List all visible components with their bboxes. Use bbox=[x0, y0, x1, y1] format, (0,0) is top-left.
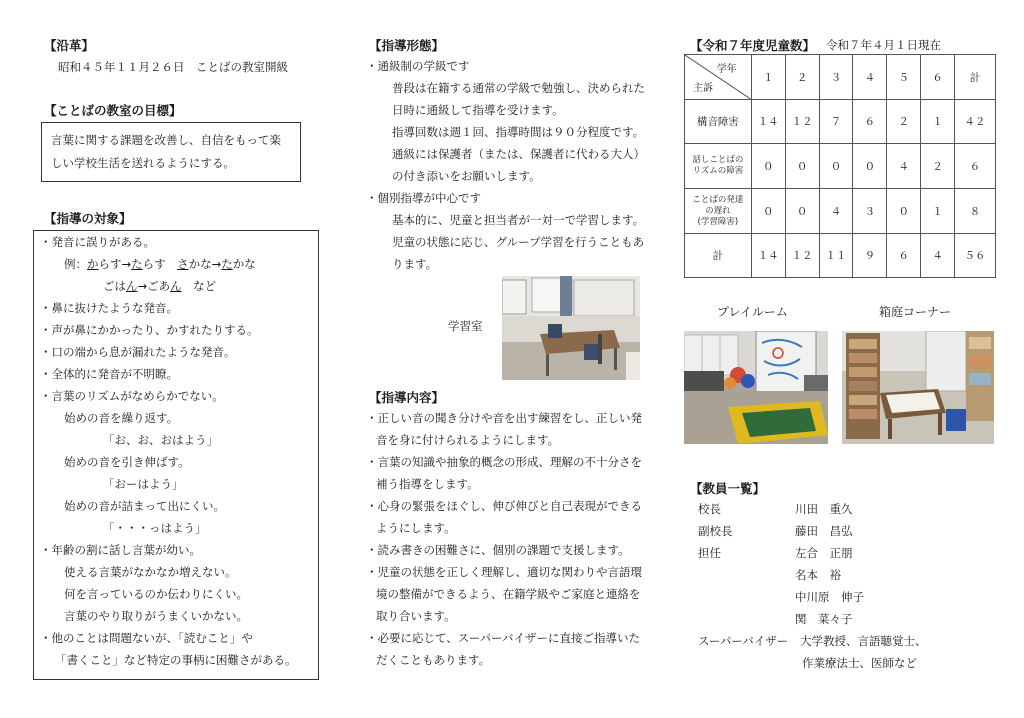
target-item-4: ・口の端から息が漏れたような発音。 bbox=[40, 345, 236, 359]
table-row bbox=[685, 144, 996, 189]
target-item-1: ・発音に誤りがある。 bbox=[40, 235, 155, 249]
content-line-11: ・必要に応じて、スーパーバイザーに直接ご指導いた bbox=[366, 631, 641, 645]
table-cell: ５６ bbox=[955, 234, 996, 278]
playroom-photo bbox=[684, 331, 828, 444]
history-title: 【沿革】 bbox=[44, 38, 95, 53]
table-cell: ０ bbox=[887, 189, 921, 234]
content-line-4: 補う指導をします。 bbox=[376, 477, 479, 491]
target-item-6-a: 始めの音を繰り返す。 bbox=[64, 411, 179, 425]
table-row-total bbox=[685, 234, 996, 278]
staff-title: 【教員一覧】 bbox=[690, 481, 766, 496]
count-date: 令和７年４月１日現在 bbox=[826, 38, 941, 52]
form-line-6: の付き添いをお願いします。 bbox=[392, 169, 541, 183]
header-grade-3: ３ bbox=[819, 55, 853, 100]
history-text: 昭和４５年１１月２６日 ことばの教室開級 bbox=[58, 60, 288, 74]
table-corner-cell bbox=[685, 55, 752, 100]
target-item-6-c: 始めの音が詰まって出にくい。 bbox=[64, 499, 225, 513]
content-line-9: 境の整備ができるよう、在籍学級やご家庭と連絡を bbox=[376, 587, 641, 601]
row-label: 話しことばの リズムの障害 bbox=[685, 144, 752, 189]
table-cell: ８ bbox=[955, 189, 996, 234]
content-line-5: ・心身の緊張をほぐし、伸び伸びと自己表現ができる bbox=[366, 499, 642, 513]
table-cell: ０ bbox=[819, 144, 853, 189]
corner-bottom-label: 主訴 bbox=[693, 83, 713, 94]
staff-role: 校長 bbox=[698, 502, 721, 516]
target-item-8-b: 「書くこと」など特定の事柄に困難さがある。 bbox=[55, 653, 297, 667]
table-cell: １４ bbox=[751, 234, 785, 278]
table-cell: ３ bbox=[853, 189, 887, 234]
form-line-2: 普段は在籍する通常の学級で勉強し、決められた bbox=[392, 81, 645, 95]
target-item-8: ・他のことは問題ないが、「読むこと」や bbox=[40, 631, 253, 645]
content-line-2: 音を身に付けられるようにします。 bbox=[376, 433, 560, 447]
table-cell: ６ bbox=[955, 144, 996, 189]
row-label: ことばの発達 の遅れ (学習障害) bbox=[685, 189, 752, 234]
table-cell: １２ bbox=[785, 100, 819, 144]
target-item-1-example-2: ごはん→ごあん など bbox=[103, 279, 217, 293]
sandtray-photo bbox=[842, 331, 994, 444]
header-grade-4: ４ bbox=[853, 55, 887, 100]
staff-name: 中川原 伸子 bbox=[795, 590, 864, 604]
table-header-row bbox=[685, 55, 996, 100]
staff-role: 担任 bbox=[698, 546, 721, 560]
table-cell: ０ bbox=[785, 144, 819, 189]
table-cell: ６ bbox=[887, 234, 921, 278]
content-line-12: だくこともあります。 bbox=[376, 653, 491, 667]
sandtray-caption: 箱庭コーナー bbox=[879, 305, 952, 319]
table-cell: ４ bbox=[921, 234, 955, 278]
goal-line-1: 言葉に関する課題を改善し、自信をもって楽 bbox=[51, 133, 281, 147]
table-cell: ０ bbox=[751, 144, 785, 189]
table-cell: ６ bbox=[853, 100, 887, 144]
header-total: 計 bbox=[955, 55, 996, 100]
content-line-10: 取り合います。 bbox=[376, 609, 456, 623]
form-line-3: 日時に通級して指導を受けます。 bbox=[392, 103, 564, 117]
study-room-photo bbox=[502, 276, 640, 380]
target-item-6-b-example: 「おーはよう」 bbox=[103, 477, 184, 491]
table-cell: ０ bbox=[751, 189, 785, 234]
target-item-1-example-1: 例：からす→たらす さかな→たかな bbox=[64, 257, 256, 271]
form-title: 【指導形態】 bbox=[369, 38, 445, 53]
table-cell: １ bbox=[921, 189, 955, 234]
table-cell: ４ bbox=[819, 189, 853, 234]
content-line-3: ・言葉の知識や抽象的概念の形成、理解の不十分さを bbox=[366, 455, 642, 469]
target-item-5: ・全体的に発音が不明瞭。 bbox=[40, 367, 178, 381]
form-line-8: 基本的に、児童と担当者が一対一で学習します。 bbox=[392, 213, 645, 227]
supervisor-role: スーパーバイザー bbox=[698, 634, 789, 648]
student-count-table bbox=[684, 54, 996, 278]
staff-name: 関 菜々子 bbox=[795, 612, 853, 626]
table-cell: １４ bbox=[751, 100, 785, 144]
staff-name: 左合 正朋 bbox=[795, 546, 853, 560]
table-cell: ４２ bbox=[955, 100, 996, 144]
target-item-6-a-example: 「お、お、おはよう」 bbox=[103, 433, 218, 447]
staff-name: 川田 重久 bbox=[795, 502, 853, 516]
content-line-7: ・読み書きの困難さに、個別の課題で支援します。 bbox=[366, 543, 630, 557]
form-line-1: ・通級制の学級です bbox=[366, 59, 470, 73]
target-item-2: ・鼻に抜けたような発音。 bbox=[40, 301, 178, 315]
form-line-5: 通級には保護者（または、保護者に代わる大人） bbox=[392, 147, 645, 161]
header-grade-2: ２ bbox=[785, 55, 819, 100]
content-line-6: ようにします。 bbox=[376, 521, 456, 535]
table-cell: １２ bbox=[785, 234, 819, 278]
target-item-7-a: 使える言葉がなかなか増えない。 bbox=[64, 565, 237, 579]
staff-name: 藤田 昌弘 bbox=[795, 524, 853, 538]
room-caption: 学習室 bbox=[448, 319, 483, 333]
supervisor-line-2: 作業療法士、医師など bbox=[802, 656, 917, 670]
goal-title: 【ことばの教室の目標】 bbox=[44, 103, 182, 118]
playroom-image bbox=[684, 331, 828, 444]
form-line-4: 指導回数は週１回、指導時間は９０分程度です。 bbox=[392, 125, 645, 139]
table-cell: ２ bbox=[887, 100, 921, 144]
target-item-7: ・年齢の割に話し言葉が幼い。 bbox=[40, 543, 201, 557]
supervisor-line-1: 大学教授、言語聴覚士、 bbox=[800, 634, 927, 648]
table-cell: ７ bbox=[819, 100, 853, 144]
form-line-7: ・個別指導が中心です bbox=[366, 191, 481, 205]
target-item-6-c-example: 「・・・っはよう」 bbox=[103, 521, 207, 535]
table-row bbox=[685, 100, 996, 144]
header-grade-6: ６ bbox=[921, 55, 955, 100]
row-label: 構音障害 bbox=[685, 100, 752, 144]
table-cell: １ bbox=[921, 100, 955, 144]
target-item-7-b: 何を言っているのか伝わりにくい。 bbox=[64, 587, 248, 601]
content-line-8: ・児童の状態を正しく理解し、適切な関わりや言語環 bbox=[366, 565, 642, 579]
content-line-1: ・正しい音の聞き分けや音を出す練習をし、正しい発 bbox=[366, 411, 642, 425]
target-item-6-b: 始めの音を引き伸ばす。 bbox=[64, 455, 190, 469]
header-grade-1: １ bbox=[751, 55, 785, 100]
target-item-6: ・言葉のリズムがなめらかでない。 bbox=[40, 389, 224, 403]
study-room-image bbox=[502, 276, 640, 380]
staff-role: 副校長 bbox=[698, 524, 733, 538]
count-title: 【令和７年度児童数】 bbox=[690, 38, 816, 53]
goal-box bbox=[41, 122, 301, 182]
table-cell: ９ bbox=[853, 234, 887, 278]
table-row bbox=[685, 189, 996, 234]
target-item-3: ・声が鼻にかかったり、かすれたりする。 bbox=[40, 323, 259, 337]
table-cell: ０ bbox=[853, 144, 887, 189]
goal-line-2: しい学校生活を送れるようにする。 bbox=[51, 156, 235, 170]
form-line-9: 児童の状態に応じ、グループ学習を行うこともあ bbox=[392, 235, 645, 249]
table-cell: ２ bbox=[921, 144, 955, 189]
target-title: 【指導の対象】 bbox=[44, 211, 132, 226]
corner-top-label: 学年 bbox=[716, 64, 737, 75]
table-cell: ０ bbox=[785, 189, 819, 234]
staff-name: 名本 裕 bbox=[795, 568, 841, 582]
playroom-caption: プレイルーム bbox=[717, 305, 788, 319]
content-title: 【指導内容】 bbox=[369, 390, 445, 405]
row-label: 計 bbox=[685, 234, 752, 278]
sandtray-image bbox=[842, 331, 994, 444]
header-grade-5: ５ bbox=[887, 55, 921, 100]
table-cell: １１ bbox=[819, 234, 853, 278]
target-item-7-c: 言葉のやり取りがうまくいかない。 bbox=[64, 609, 248, 623]
form-line-10: ります。 bbox=[392, 257, 438, 271]
table-cell: ４ bbox=[887, 144, 921, 189]
